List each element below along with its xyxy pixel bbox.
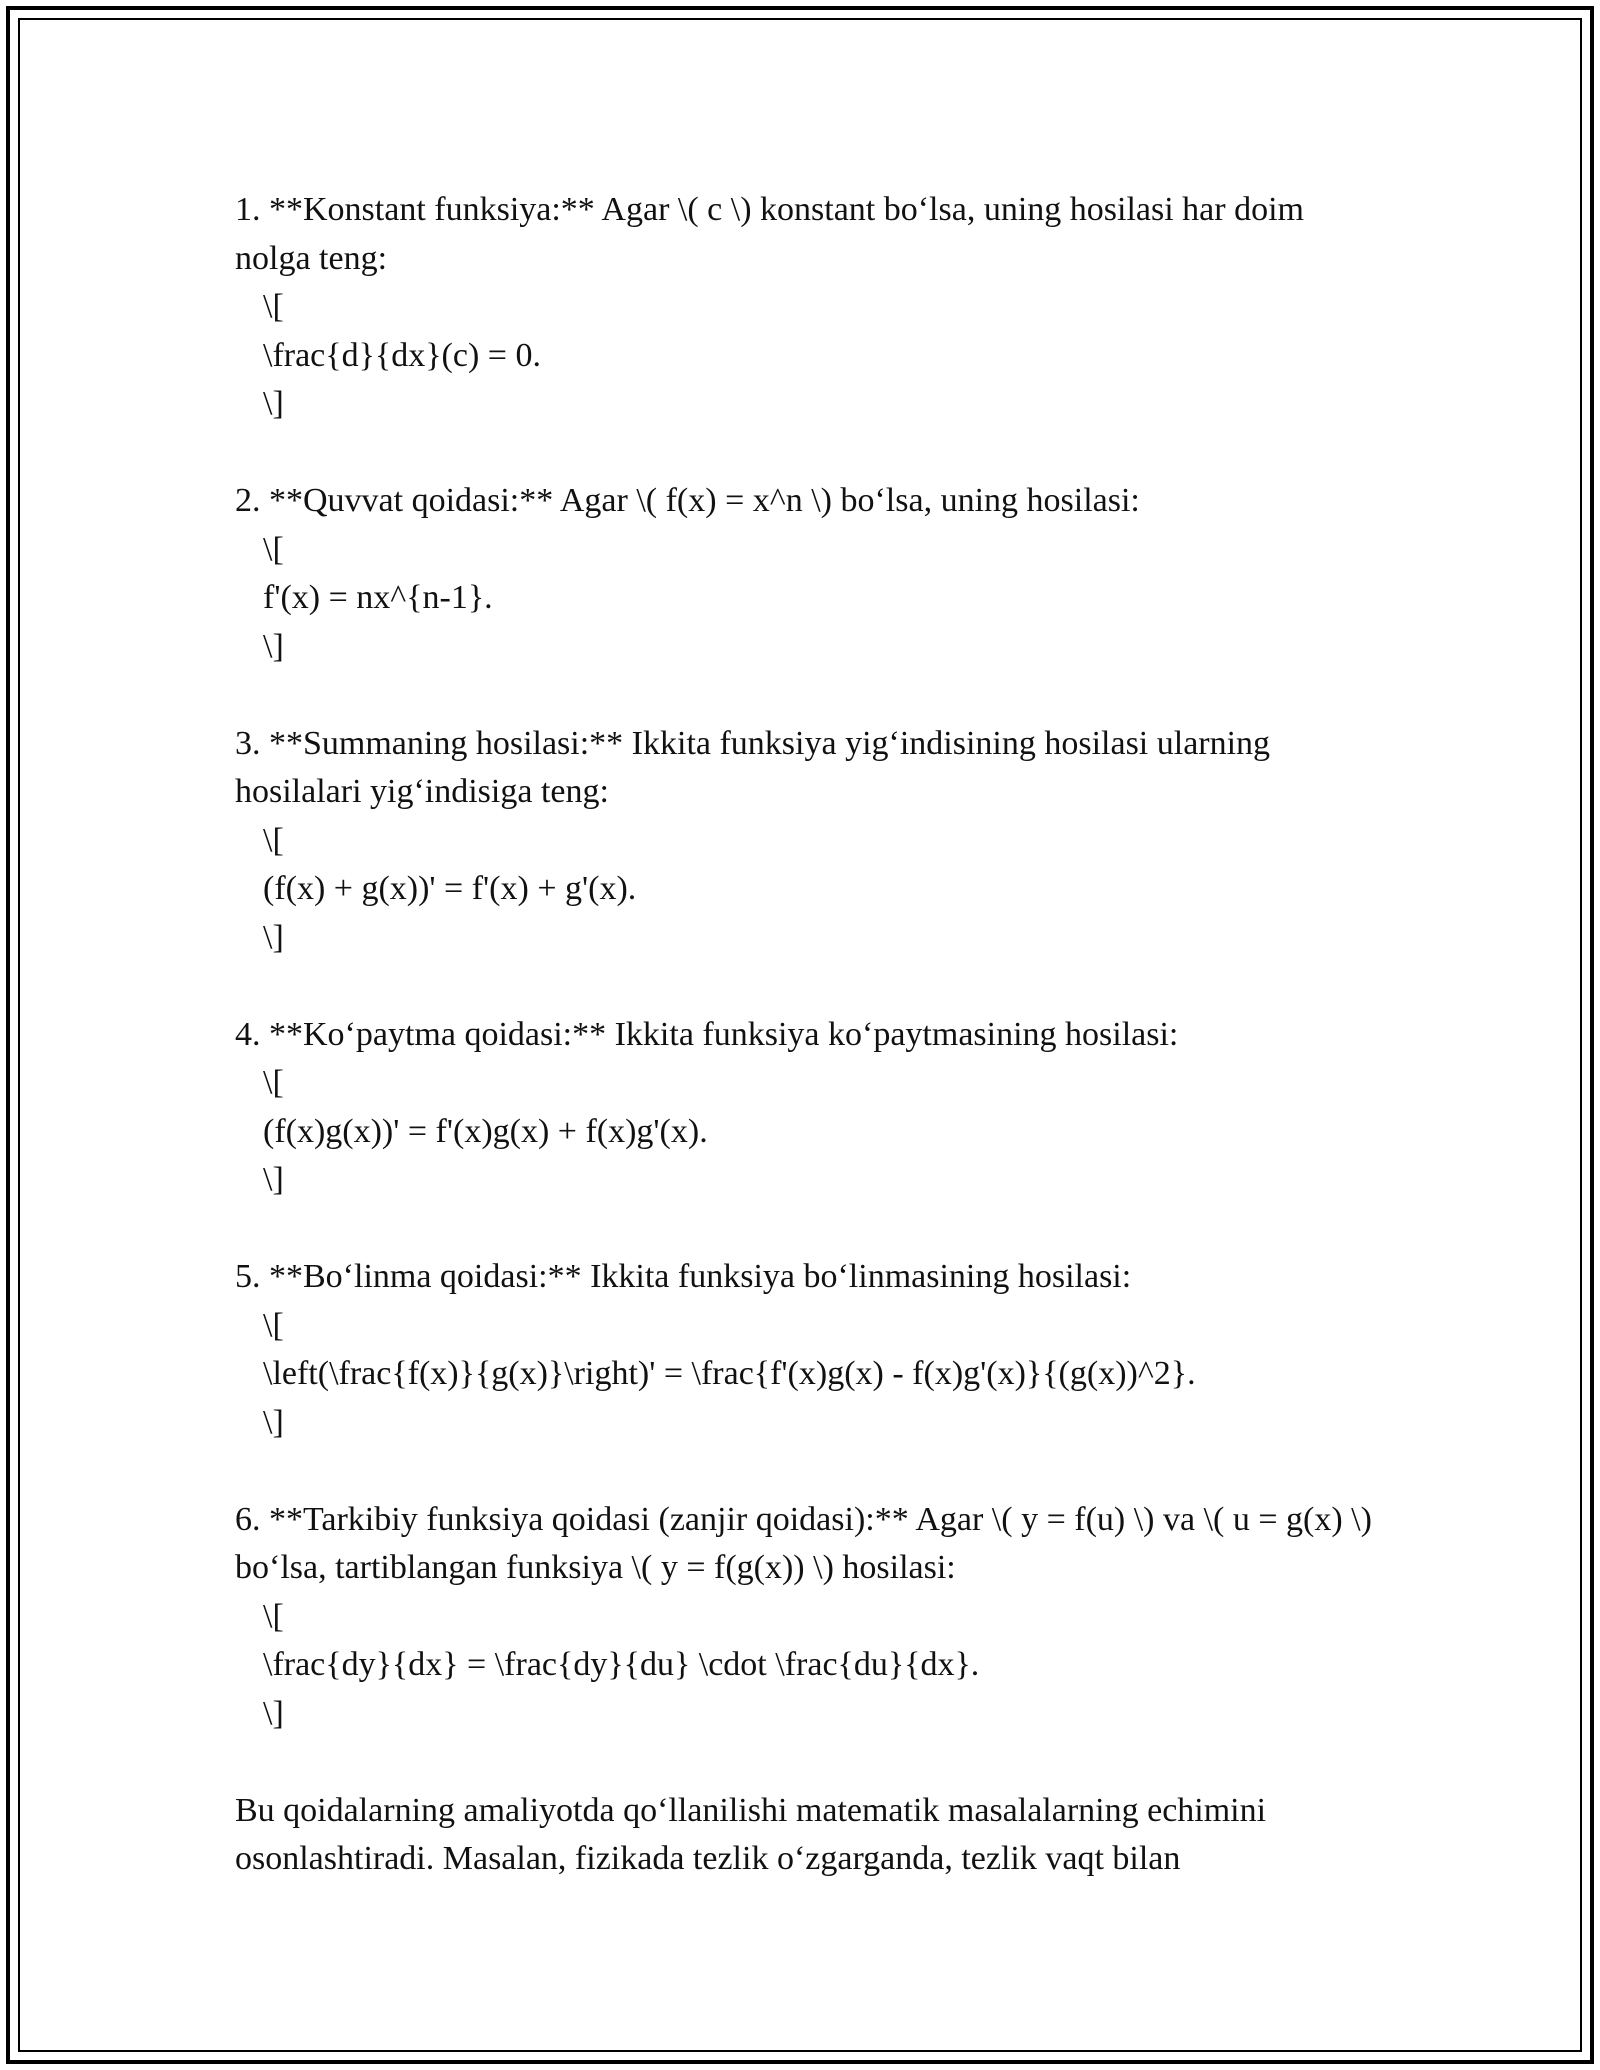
rule-3 xyxy=(235,720,1375,963)
formula-block xyxy=(235,526,1375,672)
rule-intro: 2. **Quvvat qoidasi:** Agar \( f(x) = x^n \) bo‘lsa, uning hosilasi: xyxy=(235,482,1140,519)
document-body xyxy=(235,186,1375,1884)
formula-expression: (f(x)g(x))' = f'(x)g(x) + f(x)g'(x). xyxy=(263,1112,708,1150)
formula-block xyxy=(235,1059,1375,1205)
formula-open: \[ xyxy=(263,1597,284,1635)
formula-close: \] xyxy=(263,385,284,422)
closing-paragraph xyxy=(235,1787,1375,1884)
formula-expression: \left(\frac{f(x)}{g(x)}\right)' = \frac{f'(x)g(x) - f(x)g'(x)}{(g(x))^2}. xyxy=(263,1355,1196,1392)
formula-block xyxy=(235,283,1375,429)
formula-close: \] xyxy=(263,1403,284,1441)
formula-open: \[ xyxy=(263,1064,284,1101)
rule-2 xyxy=(235,477,1375,671)
formula-expression: \frac{d}{dx}(c) = 0. xyxy=(263,336,541,374)
closing-text: Bu qoidalarning amaliyotda qo‘llanilishi matematik masalalarning echimini osonlashtiradi. Masalan, fizikada tezlik o‘zgarganda, tezlik vaqt bilan xyxy=(235,1791,1267,1877)
formula-expression: f'(x) = nx^{n-1}. xyxy=(263,579,493,616)
formula-open: \[ xyxy=(263,530,284,568)
formula-close: \] xyxy=(263,627,284,665)
rule-intro: 6. **Tarkibiy funksiya qoidasi (zanjir qoidasi):** Agar \( y = f(u) \) va \( u = g(x) \) bo‘lsa, tartiblangan funksiya \( y = f(g(x)) \) hosilasi: xyxy=(235,1500,1372,1586)
rule-intro: 3. **Summaning hosilasi:** Ikkita funksiya yig‘indisining hosilasi ularning hosilalari yig‘indisiga teng: xyxy=(235,724,1271,810)
formula-expression: \frac{dy}{dx} = \frac{dy}{du} \cdot \frac{du}{dx}. xyxy=(263,1646,980,1683)
formula-open: \[ xyxy=(263,288,284,325)
rule-5 xyxy=(235,1253,1375,1447)
rule-6 xyxy=(235,1496,1375,1739)
formula-block xyxy=(235,817,1375,963)
formula-close: \] xyxy=(263,1694,284,1732)
formula-block xyxy=(235,1593,1375,1739)
formula-open: \[ xyxy=(263,821,284,859)
formula-close: \] xyxy=(263,1161,284,1198)
formula-expression: (f(x) + g(x))' = f'(x) + g'(x). xyxy=(263,870,637,907)
formula-block xyxy=(235,1302,1375,1448)
rule-4 xyxy=(235,1011,1375,1205)
rule-intro: 1. **Konstant funksiya:** Agar \( c \) konstant bo‘lsa, uning hosilasi har doim nolga teng: xyxy=(235,191,1304,277)
rule-intro: 5. **Bo‘linma qoidasi:** Ikkita funksiya bo‘linmasining hosilasi: xyxy=(235,1258,1132,1295)
rule-1 xyxy=(235,186,1375,429)
rule-intro: 4. **Ko‘paytma qoidasi:** Ikkita funksiya ko‘paytmasining hosilasi: xyxy=(235,1015,1179,1053)
formula-close: \] xyxy=(263,918,284,956)
formula-open: \[ xyxy=(263,1306,284,1344)
